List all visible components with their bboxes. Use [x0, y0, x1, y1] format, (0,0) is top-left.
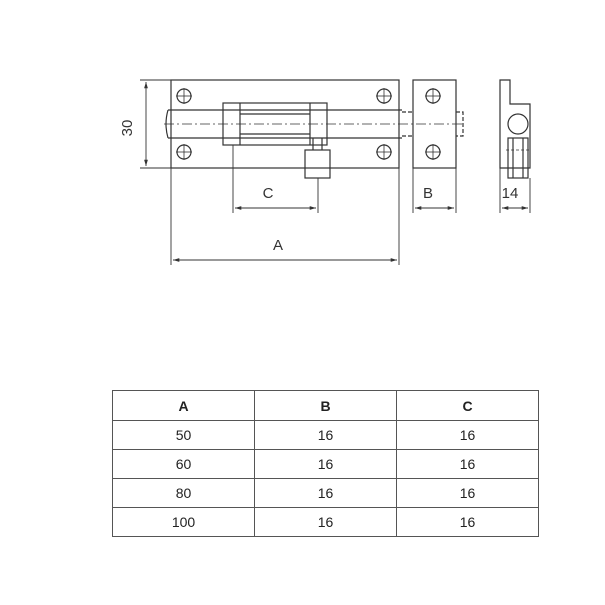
table-cell: 16 [397, 479, 539, 508]
table-cell: 16 [397, 450, 539, 479]
table-row [113, 450, 539, 479]
table-cell: 16 [397, 421, 539, 450]
table-cell: 16 [397, 508, 539, 537]
table-header-row [113, 391, 539, 421]
side-view [500, 80, 531, 178]
dimensions-table [112, 390, 539, 537]
keeper-hole-top [425, 88, 441, 104]
table-row [113, 479, 539, 508]
bolt-front-view [164, 80, 465, 178]
table-cell: 16 [255, 450, 397, 479]
table-cell: 16 [255, 421, 397, 450]
screw-hole-top-left [176, 88, 192, 104]
dimension-lines [140, 80, 530, 265]
screw-hole-bottom-left [176, 144, 192, 160]
table-cell: 16 [255, 508, 397, 537]
dim-label-a: A [272, 237, 284, 254]
table-row [113, 508, 539, 537]
table-cell: 50 [113, 421, 255, 450]
column-header-b: B [255, 391, 397, 421]
table-cell: 80 [113, 479, 255, 508]
bolt-handle [305, 150, 330, 178]
dim-label-depth: 14 [501, 185, 519, 202]
dim-label-height: 30 [119, 119, 136, 137]
table-cell: 60 [113, 450, 255, 479]
screw-hole-top-right [376, 88, 392, 104]
dim-label-b: B [422, 185, 434, 202]
column-header-a: A [113, 391, 255, 421]
column-header-c: C [397, 391, 539, 421]
dim-label-c: C [262, 185, 274, 202]
table-cell: 16 [255, 479, 397, 508]
table-cell: 100 [113, 508, 255, 537]
screw-hole-bottom-right [376, 144, 392, 160]
table-row [113, 421, 539, 450]
keeper-hole-bottom [425, 144, 441, 160]
